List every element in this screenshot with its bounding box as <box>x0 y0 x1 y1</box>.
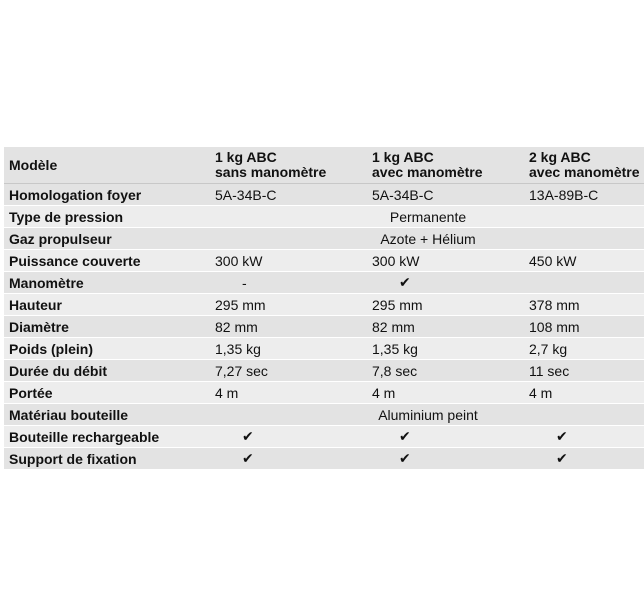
cell-value: 378 mm <box>526 294 644 316</box>
header-model-1 <box>212 147 369 184</box>
cell-span-value: Aluminium peint <box>212 404 644 426</box>
cell-value: 11 sec <box>526 360 644 382</box>
check-icon: ✔ <box>369 272 526 294</box>
check-icon: ✔ <box>212 426 369 448</box>
check-icon: ✔ <box>526 448 644 470</box>
table-row <box>4 426 644 448</box>
header-model-3 <box>526 147 644 184</box>
cell-value: 4 m <box>369 382 526 404</box>
cell-value: 13A-89B-C <box>526 184 644 206</box>
cell-dash: - <box>212 272 369 294</box>
cell-value: 450 kW <box>526 250 644 272</box>
table-row <box>4 184 644 206</box>
row-label: Support de fixation <box>4 448 212 470</box>
table-row <box>4 448 644 470</box>
row-label: Durée du débit <box>4 360 212 382</box>
table-row <box>4 206 644 228</box>
row-label: Diamètre <box>4 316 212 338</box>
cell-value: 7,8 sec <box>369 360 526 382</box>
row-label: Poids (plein) <box>4 338 212 360</box>
row-label: Homologation foyer <box>4 184 212 206</box>
cell-value: 1,35 kg <box>212 338 369 360</box>
row-label: Portée <box>4 382 212 404</box>
header-row <box>4 147 644 184</box>
row-label: Matériau bouteille <box>4 404 212 426</box>
table-row <box>4 272 644 294</box>
cell-empty <box>526 272 644 294</box>
row-label: Puissance couverte <box>4 250 212 272</box>
row-label: Hauteur <box>4 294 212 316</box>
table-row <box>4 338 644 360</box>
cell-value: 1,35 kg <box>369 338 526 360</box>
header-model-3-line1: 2 kg ABC <box>529 149 591 165</box>
row-label: Type de pression <box>4 206 212 228</box>
check-icon: ✔ <box>526 426 644 448</box>
table-row <box>4 404 644 426</box>
cell-span-value: Permanente <box>212 206 644 228</box>
cell-value: 82 mm <box>369 316 526 338</box>
row-label: Manomètre <box>4 272 212 294</box>
table-row <box>4 360 644 382</box>
cell-span-value: Azote + Hélium <box>212 228 644 250</box>
table-row <box>4 382 644 404</box>
cell-value: 82 mm <box>212 316 369 338</box>
cell-value: 2,7 kg <box>526 338 644 360</box>
spec-table <box>4 147 644 470</box>
table-row <box>4 316 644 338</box>
check-icon: ✔ <box>369 426 526 448</box>
cell-value: 108 mm <box>526 316 644 338</box>
row-label: Gaz propulseur <box>4 228 212 250</box>
cell-value: 4 m <box>526 382 644 404</box>
cell-value: 7,27 sec <box>212 360 369 382</box>
cell-value: 4 m <box>212 382 369 404</box>
cell-value: 300 kW <box>212 250 369 272</box>
header-model-2-line1: 1 kg ABC <box>372 149 434 165</box>
header-model-2 <box>369 147 526 184</box>
cell-value: 5A-34B-C <box>212 184 369 206</box>
header-model-2-line2: avec manomètre <box>372 164 483 180</box>
cell-value: 5A-34B-C <box>369 184 526 206</box>
cell-value: 300 kW <box>369 250 526 272</box>
cell-value: 295 mm <box>212 294 369 316</box>
header-model-1-line2: sans manomètre <box>215 164 327 180</box>
row-label: Bouteille rechargeable <box>4 426 212 448</box>
table-row <box>4 228 644 250</box>
check-icon: ✔ <box>212 448 369 470</box>
table-row <box>4 250 644 272</box>
header-model-3-line2: avec manomètre <box>529 164 640 180</box>
table-row <box>4 294 644 316</box>
check-icon: ✔ <box>369 448 526 470</box>
header-label: Modèle <box>4 147 212 184</box>
header-model-1-line1: 1 kg ABC <box>215 149 277 165</box>
cell-value: 295 mm <box>369 294 526 316</box>
